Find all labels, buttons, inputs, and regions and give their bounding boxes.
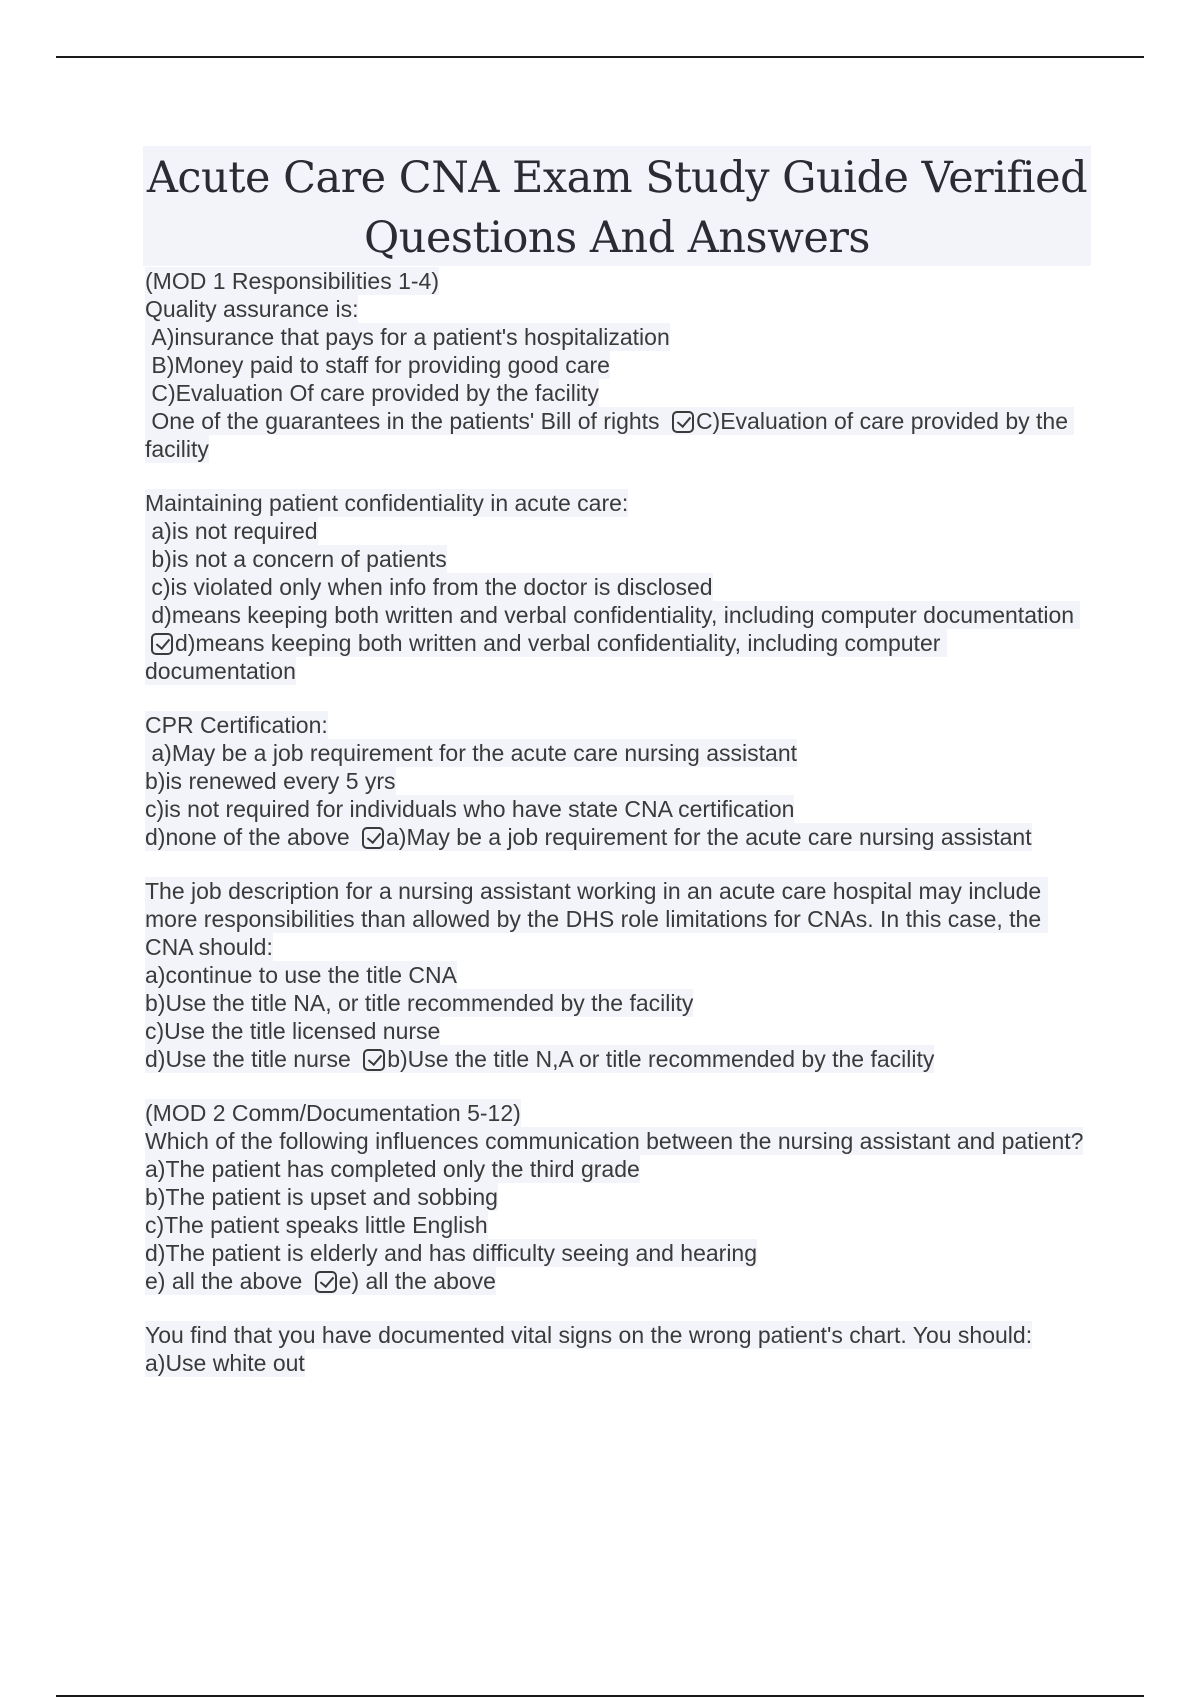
last-option-text: e) all the above (145, 1268, 309, 1294)
question-block (145, 267, 1095, 463)
option-line: C)Evaluation Of care provided by the facility (145, 380, 599, 406)
question-line: Maintaining patient confidentiality in acute care: (145, 490, 629, 516)
option-line: c)is violated only when info from the doctor is disclosed (145, 574, 713, 600)
answer-line (145, 1267, 1095, 1295)
option-line: a)The patient has completed only the third grade (145, 1156, 640, 1182)
question-line: Which of the following influences communication between the nursing assistant and patient? (145, 1128, 1084, 1154)
answer-text: a)May be a job requirement for the acute care nursing assistant (386, 824, 1032, 850)
bottom-rule (56, 1695, 1144, 1697)
question-line: The job description for a nursing assistant working in an acute care hospital may include more responsibilities than allowed by the DHS role limitations for CNAs. In this case, the CNA should: (145, 878, 1048, 960)
answer-line (145, 1045, 1095, 1073)
option-line: b)Use the title NA, or title recommended by the facility (145, 990, 694, 1016)
question-line: (MOD 1 Responsibilities 1-4) (145, 268, 439, 294)
section-heading: (MOD 2 Comm/Documentation 5-12) (145, 1100, 521, 1126)
option-line: B)Money paid to staff for providing good care (145, 352, 610, 378)
option-line: b)The patient is upset and sobbing (145, 1184, 498, 1210)
question-line: CPR Certification: (145, 712, 328, 738)
answer-text: e) all the above (338, 1268, 496, 1294)
question-block (145, 1099, 1095, 1295)
option-line: d)The patient is elderly and has difficulty seeing and hearing (145, 1240, 758, 1266)
last-option-text: One of the guarantees in the patients' Bill of rights (145, 408, 666, 434)
question-line: Quality assurance is: (145, 296, 359, 322)
option-line: a)Use white out (145, 1350, 305, 1376)
title-line-1: Acute Care CNA Exam Study Guide Verified (146, 153, 1088, 203)
question-list (145, 267, 1095, 1403)
answer-line (145, 823, 1095, 851)
checkmark-icon (363, 1049, 385, 1071)
last-option-text: d)Use the title nurse (145, 1046, 358, 1072)
answer-text: b)Use the title N,A or title recommended by the facility (387, 1046, 935, 1072)
top-rule (56, 56, 1144, 58)
checkmark-icon (672, 411, 694, 433)
option-line: a)continue to use the title CNA (145, 962, 457, 988)
option-line: c)is not required for individuals who have state CNA certification (145, 796, 795, 822)
option-line: b)is not a concern of patients (145, 546, 447, 572)
option-line: a)is not required (145, 518, 318, 544)
last-option-text: d)means keeping both written and verbal confidentiality, including computer documentation (145, 602, 1081, 628)
title-line-2: Questions And Answers (364, 213, 870, 263)
question-block (145, 877, 1095, 1073)
question-block (145, 489, 1095, 685)
option-line: b)is renewed every 5 yrs (145, 768, 396, 794)
question-block (145, 711, 1095, 851)
answer-text: d)means keeping both written and verbal confidentiality, including computer documentation (145, 630, 947, 684)
answer-text: C)Evaluation of care provided by the facility (145, 408, 1075, 462)
option-line: c)The patient speaks little English (145, 1212, 488, 1238)
answer-line (145, 407, 1095, 463)
answer-line (145, 601, 1095, 685)
question-line: You find that you have documented vital signs on the wrong patient's chart. You should: (145, 1322, 1033, 1348)
checkmark-icon (362, 827, 384, 849)
checkmark-icon (315, 1271, 337, 1293)
page-title (143, 148, 1091, 268)
option-line: c)Use the title licensed nurse (145, 1018, 441, 1044)
checkmark-icon (151, 633, 173, 655)
option-line: A)insurance that pays for a patient's hospitalization (145, 324, 670, 350)
question-block (145, 1321, 1095, 1377)
last-option-text: d)none of the above (145, 824, 356, 850)
option-line: a)May be a job requirement for the acute care nursing assistant (145, 740, 798, 766)
